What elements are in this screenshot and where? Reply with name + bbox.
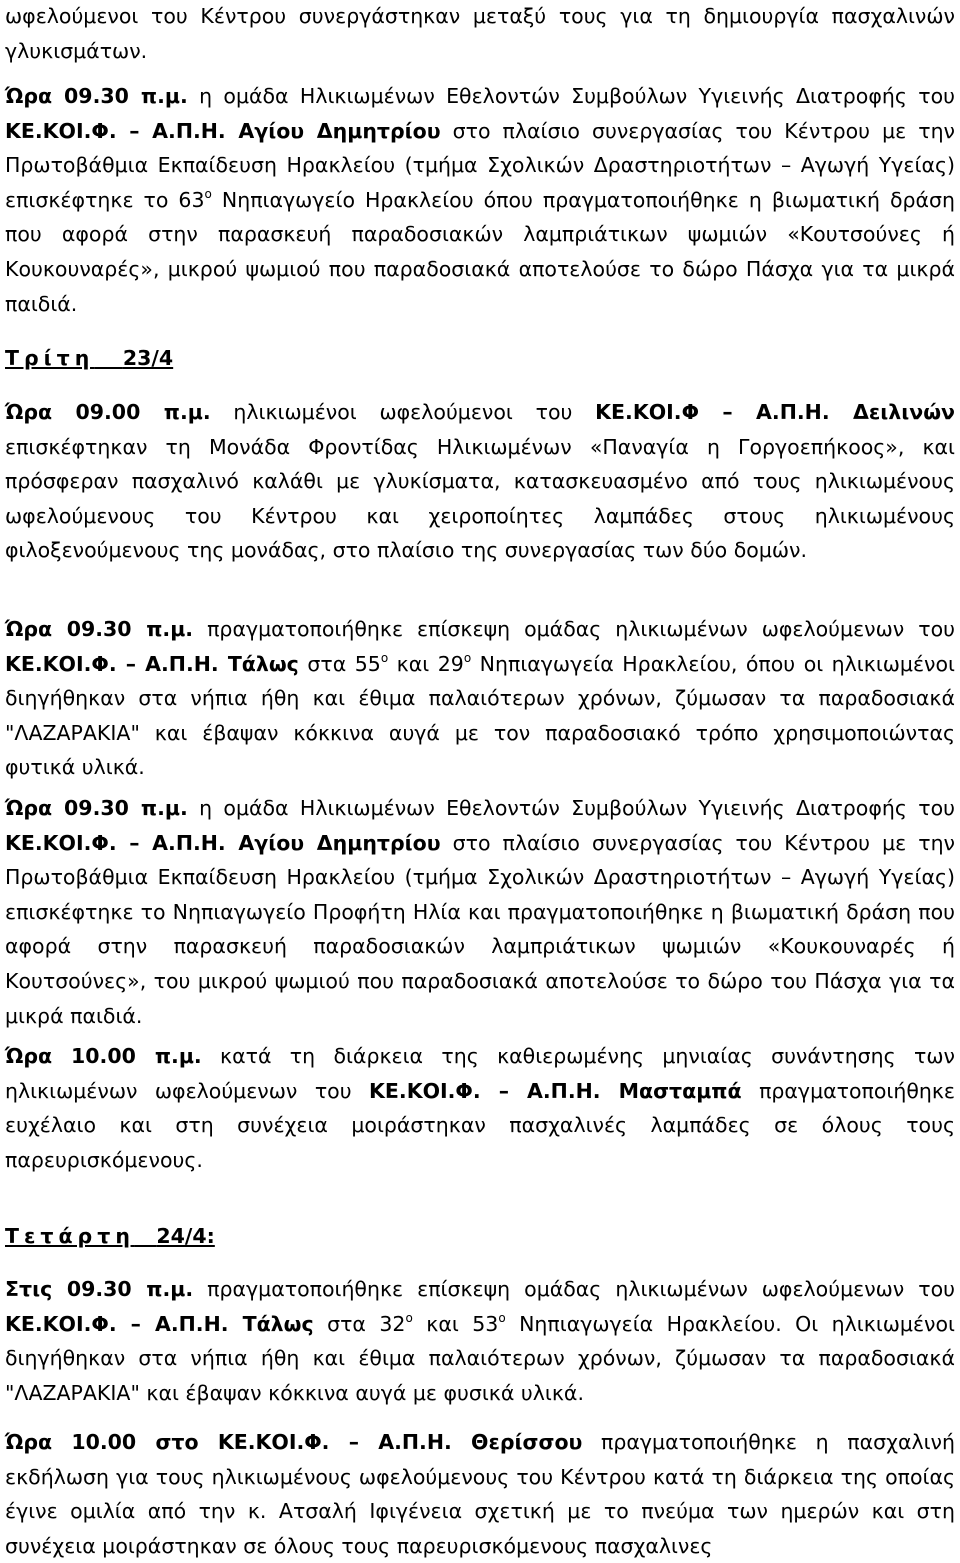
paragraph-text: πραγματοποιήθηκε επίσκεψη ομάδας ηλικιωμένων ωφελούμενων του bbox=[193, 617, 955, 641]
time-label: Ώρα 10.00 στο ΚΕ.ΚΟΙ.Φ. – Α.Π.Η. Θερίσσου bbox=[5, 1430, 583, 1454]
day-heading-tuesday bbox=[5, 341, 173, 376]
organization-name: ΚΕ.ΚΟΙ.Φ. – Α.Π.Η. Αγίου Δημητρίου bbox=[5, 118, 441, 143]
paragraph-text: κατά τη διάρκεια της καθιερωμένης μηνιαίας συνάντησης των ηλικιωμένων ωφελούμενων του bbox=[5, 1044, 955, 1103]
organization-name: ΚΕ.ΚΟΙ.Φ. – Α.Π.Η. Τάλως bbox=[5, 1311, 314, 1336]
paragraph-mastampa bbox=[5, 1039, 955, 1177]
paragraph-text: και 29 bbox=[388, 651, 464, 676]
paragraph-text: ωφελούμενοι του Κέντρου συνεργάστηκαν μεταξύ τους για τη δημιουργία πασχαλινών γλυκισμάτων. bbox=[5, 4, 955, 63]
day-heading-wednesday bbox=[5, 1219, 215, 1254]
ordinal-superscript: ο bbox=[463, 650, 472, 665]
paragraph-text: Νηπιαγωγεία Ηρακλείου, όπου οι ηλικιωμένοι διηγήθηκαν στα νήπια ήθη και έθιμα παλαιότερων χρόνων, ζύμωσαν τα παραδοσιακά "ΛΑΖΑΡΑΚΙΑ" και έβαψαν κόκκινα αυγά με τον παραδοσιακό τρόπο χρησιμοποιώντας φυτικά υλικά. bbox=[5, 651, 955, 780]
paragraph-agios-dimitrios-profitis-ilias bbox=[5, 791, 955, 1033]
organization-name: ΚΕ.ΚΟΙ.Φ. – Α.Π.Η. Τάλως bbox=[5, 651, 299, 676]
paragraph-talos-55-29 bbox=[5, 612, 955, 785]
ordinal-superscript: ο bbox=[498, 1310, 506, 1325]
organization-name: ΚΕ.ΚΟΙ.Φ. – Α.Π.Η. Μασταμπά bbox=[369, 1078, 742, 1103]
ordinal-superscript: ο bbox=[405, 1310, 413, 1325]
ordinal-superscript: ο bbox=[204, 186, 212, 201]
paragraph-text: επισκέφτηκαν τη Μονάδα Φροντίδας Ηλικιωμένων «Παναγία η Γοργοεπήκοος», και πρόσφεραν πασχαλινό καλάθι με γλυκίσματα, κατασκευασμένο από τους ηλικιωμένους ωφελούμενους του Κέντρου και χειροποίητες λαμπάδες στους ηλικιωμένους φιλοξενούμενους της μονάδας, στο πλαίσιο της συνεργασίας των δύο δομών. bbox=[5, 434, 955, 563]
paragraph-text: Νηπιαγωγείο Ηρακλείου όπου πραγματοποιήθηκε η βιωματική δράση που αφορά στην παρασκευή παραδοσιακών λαμπριάτικων ψωμιών «Κουτσούνες ή Κουκουναρές», μικρού ψωμιού που παραδοσιακά αποτελούσε το δώρο Πάσχα για τα μικρά παιδιά. bbox=[5, 187, 955, 316]
paragraph-agios-dimitrios-63 bbox=[5, 79, 955, 321]
paragraph-intro-continuation bbox=[5, 0, 955, 68]
paragraph-text: πραγματοποιήθηκε η πασχαλινή εκδήλωση για τους ηλικιωμένους ωφελούμενους του Κέντρου κατά τη διάρκεια της οποίας έγινε ομιλία από την κ. Ατσαλή Ιφιγένεια σχετική με το πνεύμα των ημερών και στη συνέχεια μοιράστηκαν σε όλους τους παρευρισκόμενους πασχαλινες bbox=[5, 1430, 955, 1558]
day-name: Τρίτη bbox=[5, 346, 95, 370]
time-label: Ώρα 09.30 π.μ. bbox=[5, 617, 194, 641]
day-name: Τετάρτη bbox=[5, 1224, 135, 1248]
paragraph-text: στο πλαίσιο συνεργασίας του Κέντρου με την Πρωτοβάθμια Εκπαίδευση Ηρακλείου (τμήμα Σχολικών Δραστηριοτήτων – Αγωγή Υγείας) επισκέφτηκε το 63 bbox=[5, 118, 956, 212]
day-date: 23/4 bbox=[122, 346, 174, 370]
day-date: 24/4: bbox=[156, 1224, 215, 1248]
paragraph-text: ηλικιωμένοι ωφελούμενοι του bbox=[210, 400, 596, 424]
time-label: Ώρα 09.30 π.μ. bbox=[5, 84, 188, 108]
paragraph-text: πραγματοποιήθηκε ευχέλαιο και στη συνέχεια μοιράστηκαν πασχαλινές λαμπάδες σε όλους τους παρευρισκόμενους. bbox=[5, 1078, 956, 1172]
paragraph-therissou bbox=[5, 1425, 955, 1563]
paragraph-text: στα 32 bbox=[313, 1311, 406, 1336]
organization-name: ΚΕ.ΚΟΙ.Φ – Α.Π.Η. Δειλινών bbox=[595, 400, 955, 424]
time-label: Ώρα 09.30 π.μ. bbox=[5, 796, 188, 820]
paragraph-text: Νηπιαγωγεία Ηρακλείου. Οι ηλικιωμένοι διηγήθηκαν στα νήπια ήθη και έθιμα παλαιότερων χρόνων, ζύμωσαν τα παραδοσιακά "ΛΑΖΑΡΑΚΙΑ" και έβαψαν κόκκινα αυγά με φυσικά υλικά. bbox=[5, 1311, 955, 1405]
time-label: Ώρα 09.00 π.μ. bbox=[5, 400, 211, 424]
paragraph-text: στο πλαίσιο συνεργασίας του Κέντρου με την Πρωτοβάθμια Εκπαίδευση Ηρακλείου (τμήμα Σχολικών Δραστηριοτήτων – Αγωγή Υγείας) επισκέφτηκε το Νηπιαγωγείο Προφήτη Ηλία και πραγματοποιήθηκε η βιωματική δράση που αφορά στην παρασκευή παραδοσιακών λαμπριάτικων ψωμιών «Κουκουναρές ή Κουτσούνες», του μικρού ψωμιού που παραδοσιακά αποτελούσε το δώρο του Πάσχα για τα μικρά παιδιά. bbox=[5, 830, 956, 1028]
paragraph-text: η ομάδα Ηλικιωμένων Εθελοντών Συμβούλων Υγιεινής Διατροφής του bbox=[187, 84, 955, 108]
paragraph-text: στα 55 bbox=[298, 651, 381, 676]
paragraph-deilinon bbox=[5, 395, 955, 568]
paragraph-text: η ομάδα Ηλικιωμένων Εθελοντών Συμβούλων Υγιεινής Διατροφής του bbox=[187, 796, 955, 820]
paragraph-text: και 53 bbox=[412, 1311, 499, 1336]
paragraph-talos-32-53 bbox=[5, 1272, 955, 1410]
time-label: Ώρα 10.00 π.μ. bbox=[5, 1044, 202, 1068]
paragraph-text: πραγματοποιήθηκε επίσκεψη ομάδας ηλικιωμένων ωφελούμενων του bbox=[193, 1277, 955, 1301]
organization-name: ΚΕ.ΚΟΙ.Φ. – Α.Π.Η. Αγίου Δημητρίου bbox=[5, 830, 441, 855]
time-label: Στις 09.30 π.μ. bbox=[5, 1277, 194, 1301]
ordinal-superscript: ο bbox=[380, 650, 389, 665]
